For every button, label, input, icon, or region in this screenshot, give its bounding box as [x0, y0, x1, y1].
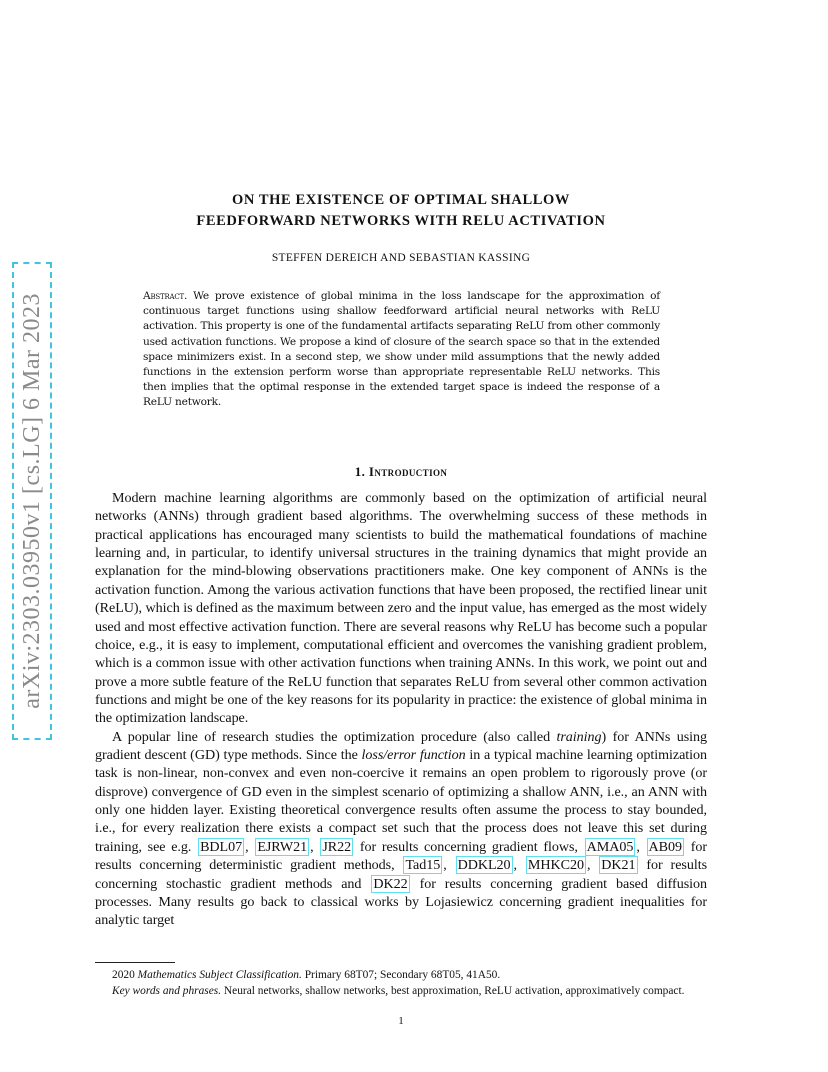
- paragraph-2-em-training: training: [556, 728, 602, 745]
- citation-link-jr22[interactable]: JR22: [322, 838, 352, 855]
- authors: STEFFEN DEREICH AND SEBASTIAN KASSING: [271, 252, 531, 264]
- paragraph-2-text-6: for results concerning stochastic gradient methods and: [95, 857, 707, 892]
- section-number: 1.: [354, 464, 366, 479]
- paragraph-2: A popular line of research studies the optimization procedure (also called training) for ANNs using gradient descent (GD) type methods. Since the loss/error function in a typical machine learning optimization task is non-linear, non-convex and even non-coercive it remains an open problem to rigorously prove (or disprove) convergence of GD even in the simplest scenario of optimizing a shallow ANN, i.e., an ANN with only one hidden layer. Existing theoretical convergence results often assume the process to stay bounded, i.e., for every realization there exists a compact set such that the process does not leave this set during training, see e.g. BDL07 , EJRW21 , JR22 for results concerning gradient flows, AMA05 , AB09 for results concerning deterministic gradient methods, Tad15 , DDKL20 , MHKC20 , DK21 for results concerning stochastic gradient methods and DK22 for results concerning gradient based diffusion processes. Many results go back to classical works by Lojasiewicz concerning gradient inequalities for analytic target: [95, 728, 708, 929]
- footnote-keywords-text: Neural networks, shallow networks, best approximation, ReLU activation, approximatively compact.: [223, 985, 685, 997]
- section-heading: [95, 464, 707, 480]
- paragraph-2-text-2: ) for ANNs using gradient descent (GD) type methods. Since the: [95, 728, 707, 764]
- footnote-rule: [95, 962, 175, 963]
- abstract-text: We prove existence of global minima in the loss landscape for the approximation of continuous target functions using shallow feedforward artificial neural networks with ReLU activation. This property is one of the fundamental artifacts separating ReLU from other commonly used activation functions. We propose a kind of closure of the search space so that in the extended space minimizers exist. In a second step, we show under mild assumptions that the newly added functions in the extension perform worse than appropriate representable ReLU networks. This then implies that the optimal response in the extended target space is indeed the response of a ReLU network.: [143, 290, 660, 409]
- citation-link-ddkl20[interactable]: DDKL20: [457, 857, 511, 874]
- paragraph-2-text-5: for results concerning deterministic gradient methods,: [95, 838, 708, 874]
- body-text: [95, 489, 707, 930]
- citation-link-tad15[interactable]: Tad15: [405, 857, 441, 874]
- footnote-msc-text: Primary 68T07; Secondary 68T05, 41A50.: [304, 969, 501, 981]
- citation-link-dk21[interactable]: DK21: [601, 857, 636, 874]
- arxiv-stamp[interactable]: [12, 262, 52, 740]
- arxiv-stamp-text: arXiv:2303.03950v1 [cs.LG] 6 Mar 2023: [18, 293, 45, 709]
- paragraph-2-em-loss: loss/error function: [361, 747, 466, 764]
- footnote-keywords-label: Key words and phrases.: [112, 985, 222, 997]
- paragraph-2-text-7: for results concerning gradient based diffusion processes. Many results go back to classical works by Lojasiewicz concerning gradient inequalities for analytic target: [95, 875, 707, 929]
- citation-link-ab09[interactable]: AB09: [648, 838, 683, 855]
- citation-link-mhkc20[interactable]: MHKC20: [527, 857, 584, 874]
- citation-link-dk22[interactable]: DK22: [373, 875, 408, 892]
- citation-link-bdl07[interactable]: BDL07: [200, 838, 243, 855]
- paper-title: [95, 190, 707, 232]
- abstract-label: Abstract.: [143, 290, 188, 302]
- paper-title-line-1: ON THE EXISTENCE OF OPTIMAL SHALLOW: [231, 192, 571, 208]
- paragraph-2-text-3: in a typical machine learning optimization task is non-linear, non-convex and even non-coercive it remains an open problem to rigorously prove (or disprove) convergence of GD even in the simplest scenario of optimizing a shallow ANN, i.e., an ANN with only one hidden layer. Existing theoretical convergence results often assume the process to stay bounded, i.e., for every realization there exists a compact set such that the process does not leave this set during training, see e.g.: [95, 747, 707, 855]
- citation-link-ama05[interactable]: AMA05: [586, 838, 634, 855]
- paragraph-2-text-4: for results concerning gradient flows,: [354, 838, 584, 855]
- abstract: [143, 289, 660, 411]
- paragraph-2-text-1: A popular line of research studies the optimization procedure (also called: [112, 728, 557, 745]
- footnote-msc-year: 2020: [112, 969, 135, 981]
- footnote-msc: [95, 967, 707, 983]
- section-title: Introduction: [368, 464, 448, 479]
- citation-link-ejrw21[interactable]: EJRW21: [257, 838, 308, 855]
- page-number: 1: [398, 1015, 404, 1027]
- paragraph-1: Modern machine learning algorithms are commonly based on the optimization of artificial neural networks (ANNs) through gradient based algorithms. The overwhelming success of these methods in practical applications has encouraged many scientists to build the mathematical foundations of machine learning and, in particular, to identify universal structures in the training dynamics that might provide an explanation for the mind-blowing observations practitioners make. One key component of ANNs is the activation function. Among the various activation functions that have been proposed, the rectified linear unit (ReLU), which is defined as the maximum between zero and the input value, has emerged as the most widely used and most effective activation function. There are several reasons why ReLU has become such a popular choice, e.g., it is easy to implement, computational efficient and overcomes the vanishing gradient problem, which is a common issue with other activation functions when training ANNs. In this work, we point out and prove a more subtle feature of the ReLU function that separates ReLU from several other common activation functions and might be one of the key reasons for its popularity in practice: the existence of global minima in the optimization landscape.: [95, 490, 707, 727]
- paper-title-line-2: FEEDFORWARD NETWORKS WITH RELU ACTIVATION: [196, 213, 606, 229]
- footnotes: [95, 967, 707, 999]
- footnote-msc-label: Mathematics Subject Classification.: [137, 969, 302, 981]
- footnote-keywords: [95, 983, 707, 999]
